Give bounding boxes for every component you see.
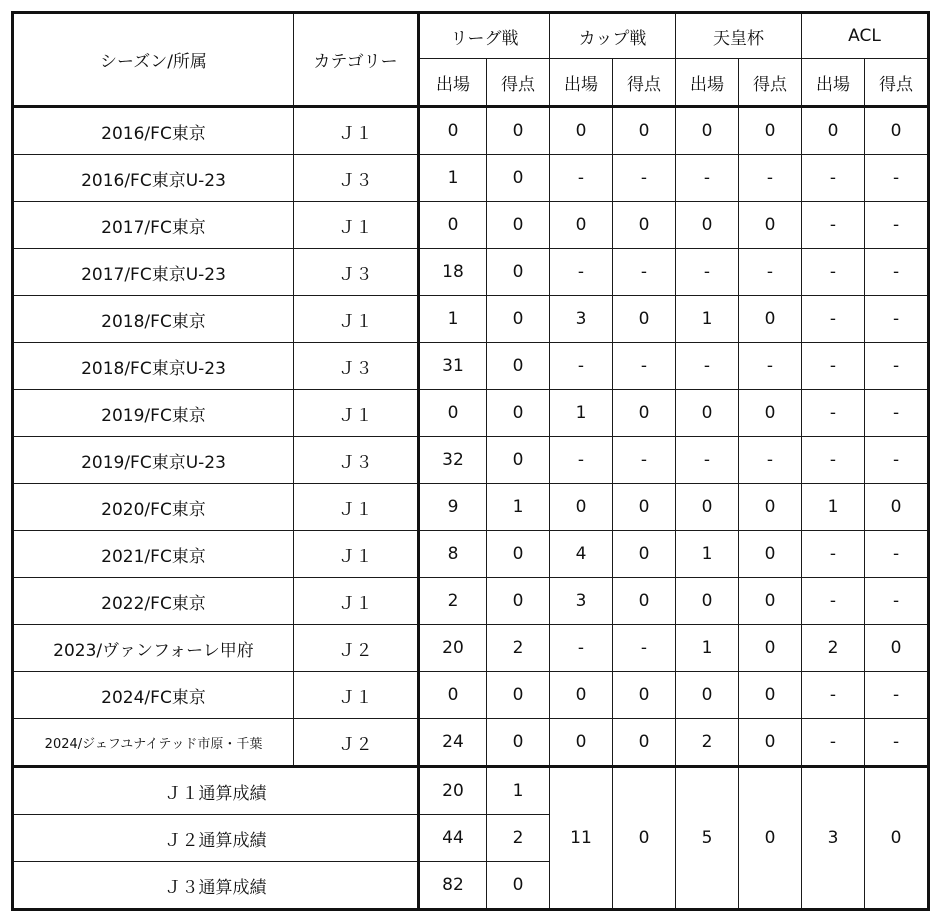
category-cell: Ｊ１ [294,578,419,625]
acl-apps-cell: - [802,249,865,296]
header-cup-goals: 得点 [613,59,676,107]
total-acl-goals: 0 [865,767,929,910]
league-goals-cell: 0 [487,155,550,202]
league-goals-cell: 0 [487,672,550,719]
acl-apps-cell: - [802,437,865,484]
emperor-goals-cell: - [739,343,802,390]
cup-apps-cell: 0 [550,672,613,719]
league-apps-cell: 8 [419,531,487,578]
acl-apps-cell: - [802,390,865,437]
category-cell: Ｊ１ [294,107,419,155]
total-emperor-apps: 5 [676,767,739,910]
emperor-goals-cell: 0 [739,625,802,672]
table-row [13,202,929,249]
category-cell: Ｊ３ [294,343,419,390]
emperor-apps-cell: 0 [676,484,739,531]
header-emperor-goals: 得点 [739,59,802,107]
table-row [13,531,929,578]
total-league-apps: 20 [419,767,487,815]
total-league-apps: 82 [419,862,487,910]
total-cup-apps: 11 [550,767,613,910]
season-cell: 2024/ジェフユナイテッド市原・千葉 [13,719,294,767]
emperor-apps-cell: 2 [676,719,739,767]
acl-apps-cell: 2 [802,625,865,672]
season-cell: 2016/FC東京U-23 [13,155,294,202]
emperor-apps-cell: 1 [676,531,739,578]
cup-apps-cell: 4 [550,531,613,578]
acl-goals-cell: - [865,155,929,202]
season-cell: 2020/FC東京 [13,484,294,531]
season-cell: 2024/FC東京 [13,672,294,719]
table-row [13,578,929,625]
league-goals-cell: 0 [487,296,550,343]
total-label: Ｊ２通算成績 [13,815,419,862]
cup-apps-cell: 0 [550,202,613,249]
category-cell: Ｊ２ [294,719,419,767]
category-cell: Ｊ１ [294,672,419,719]
cup-goals-cell: - [613,625,676,672]
cup-goals-cell: 0 [613,484,676,531]
header-cup-apps: 出場 [550,59,613,107]
season-cell: 2021/FC東京 [13,531,294,578]
emperor-apps-cell: 0 [676,107,739,155]
cup-goals-cell: 0 [613,531,676,578]
total-league-goals: 2 [487,815,550,862]
league-goals-cell: 2 [487,625,550,672]
league-apps-cell: 32 [419,437,487,484]
acl-apps-cell: 0 [802,107,865,155]
league-apps-cell: 0 [419,202,487,249]
cup-apps-cell: 0 [550,484,613,531]
table-row [13,249,929,296]
emperor-apps-cell: 0 [676,672,739,719]
table-row [13,437,929,484]
category-cell: Ｊ３ [294,249,419,296]
cup-apps-cell: 3 [550,578,613,625]
career-stats-table [11,11,930,911]
cup-apps-cell: - [550,155,613,202]
header-emperors-cup: 天皇杯 [676,13,802,59]
emperor-goals-cell: 0 [739,578,802,625]
header-emperor-apps: 出場 [676,59,739,107]
total-label: Ｊ３通算成績 [13,862,419,910]
season-cell: 2023/ヴァンフォーレ甲府 [13,625,294,672]
league-apps-cell: 31 [419,343,487,390]
league-goals-cell: 0 [487,390,550,437]
header-league-goals: 得点 [487,59,550,107]
category-cell: Ｊ３ [294,155,419,202]
table-row [13,672,929,719]
total-league-goals: 0 [487,862,550,910]
league-apps-cell: 0 [419,107,487,155]
season-cell: 2017/FC東京 [13,202,294,249]
acl-apps-cell: - [802,155,865,202]
emperor-goals-cell: - [739,249,802,296]
cup-goals-cell: - [613,437,676,484]
cup-apps-cell: - [550,249,613,296]
category-cell: Ｊ１ [294,296,419,343]
acl-goals-cell: - [865,578,929,625]
emperor-goals-cell: 0 [739,672,802,719]
emperor-apps-cell: 0 [676,202,739,249]
category-cell: Ｊ１ [294,390,419,437]
cup-apps-cell: - [550,437,613,484]
emperor-goals-cell: 0 [739,719,802,767]
league-goals-cell: 0 [487,578,550,625]
league-apps-cell: 0 [419,672,487,719]
acl-goals-cell: 0 [865,107,929,155]
league-apps-cell: 24 [419,719,487,767]
emperor-apps-cell: - [676,249,739,296]
league-goals-cell: 0 [487,107,550,155]
acl-apps-cell: - [802,719,865,767]
league-goals-cell: 0 [487,719,550,767]
cup-goals-cell: 0 [613,390,676,437]
category-cell: Ｊ２ [294,625,419,672]
emperor-apps-cell: - [676,343,739,390]
acl-goals-cell: - [865,719,929,767]
cup-goals-cell: 0 [613,578,676,625]
cup-goals-cell: 0 [613,107,676,155]
cup-goals-cell: - [613,155,676,202]
header-category: カテゴリー [294,13,419,107]
acl-goals-cell: - [865,202,929,249]
acl-goals-cell: 0 [865,484,929,531]
acl-apps-cell: 1 [802,484,865,531]
emperor-apps-cell: 0 [676,390,739,437]
cup-goals-cell: 0 [613,296,676,343]
cup-goals-cell: - [613,249,676,296]
season-cell: 2019/FC東京U-23 [13,437,294,484]
cup-goals-cell: 0 [613,719,676,767]
acl-goals-cell: - [865,249,929,296]
emperor-goals-cell: 0 [739,390,802,437]
acl-apps-cell: - [802,343,865,390]
cup-apps-cell: 0 [550,719,613,767]
league-goals-cell: 0 [487,202,550,249]
table-row [13,390,929,437]
category-cell: Ｊ１ [294,202,419,249]
emperor-goals-cell: 0 [739,531,802,578]
acl-goals-cell: - [865,296,929,343]
acl-apps-cell: - [802,296,865,343]
total-emperor-goals: 0 [739,767,802,910]
cup-apps-cell: - [550,343,613,390]
header-season: シーズン/所属 [13,13,294,107]
acl-goals-cell: - [865,390,929,437]
table-row [13,107,929,155]
total-acl-apps: 3 [802,767,865,910]
total-row [13,767,929,815]
header-cup: カップ戦 [550,13,676,59]
acl-apps-cell: - [802,672,865,719]
emperor-apps-cell: - [676,155,739,202]
league-apps-cell: 20 [419,625,487,672]
header-row-groups [13,13,929,59]
acl-apps-cell: - [802,202,865,249]
season-cell: 2022/FC東京 [13,578,294,625]
acl-apps-cell: - [802,578,865,625]
season-cell: 2017/FC東京U-23 [13,249,294,296]
category-cell: Ｊ１ [294,484,419,531]
league-apps-cell: 1 [419,296,487,343]
emperor-goals-cell: 0 [739,296,802,343]
table-row [13,484,929,531]
cup-goals-cell: 0 [613,202,676,249]
league-apps-cell: 2 [419,578,487,625]
cup-apps-cell: 3 [550,296,613,343]
header-acl-apps: 出場 [802,59,865,107]
cup-apps-cell: 0 [550,107,613,155]
league-apps-cell: 18 [419,249,487,296]
table-row [13,296,929,343]
category-cell: Ｊ３ [294,437,419,484]
league-apps-cell: 9 [419,484,487,531]
league-goals-cell: 1 [487,484,550,531]
acl-goals-cell: - [865,437,929,484]
table-row [13,625,929,672]
season-cell: 2019/FC東京 [13,390,294,437]
category-cell: Ｊ１ [294,531,419,578]
league-goals-cell: 0 [487,343,550,390]
season-cell: 2018/FC東京 [13,296,294,343]
league-apps-cell: 0 [419,390,487,437]
cup-apps-cell: - [550,625,613,672]
emperor-goals-cell: - [739,155,802,202]
emperor-goals-cell: 0 [739,107,802,155]
table-row [13,343,929,390]
league-goals-cell: 0 [487,249,550,296]
acl-apps-cell: - [802,531,865,578]
acl-goals-cell: - [865,672,929,719]
emperor-goals-cell: 0 [739,484,802,531]
table-row [13,155,929,202]
emperor-apps-cell: - [676,437,739,484]
cup-goals-cell: - [613,343,676,390]
total-cup-goals: 0 [613,767,676,910]
emperor-apps-cell: 1 [676,296,739,343]
league-goals-cell: 0 [487,437,550,484]
league-goals-cell: 0 [487,531,550,578]
season-cell: 2018/FC東京U-23 [13,343,294,390]
table-row [13,719,929,767]
header-acl-goals: 得点 [865,59,929,107]
emperor-goals-cell: 0 [739,202,802,249]
league-apps-cell: 1 [419,155,487,202]
total-league-goals: 1 [487,767,550,815]
header-league-apps: 出場 [419,59,487,107]
acl-goals-cell: - [865,343,929,390]
total-league-apps: 44 [419,815,487,862]
cup-apps-cell: 1 [550,390,613,437]
emperor-goals-cell: - [739,437,802,484]
cup-goals-cell: 0 [613,672,676,719]
header-league: リーグ戦 [419,13,550,59]
acl-goals-cell: - [865,531,929,578]
emperor-apps-cell: 1 [676,625,739,672]
emperor-apps-cell: 0 [676,578,739,625]
acl-goals-cell: 0 [865,625,929,672]
header-acl: ACL [802,13,929,59]
total-label: Ｊ１通算成績 [13,767,419,815]
season-cell: 2016/FC東京 [13,107,294,155]
